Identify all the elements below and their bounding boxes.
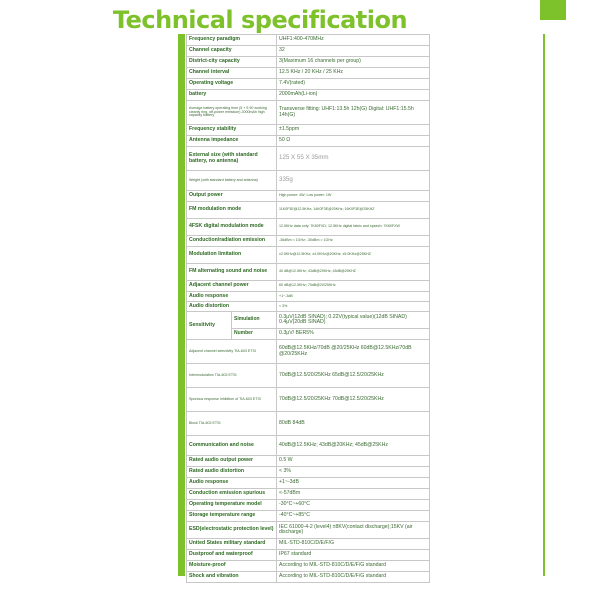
table-row [187, 511, 430, 522]
spec-label: Operating temperature model [187, 500, 277, 511]
spec-value: -30°C~+60°C [277, 500, 430, 511]
spec-value: 50 Ω [277, 136, 430, 147]
table-row [187, 191, 430, 202]
spec-label: Channel capacity [187, 46, 277, 57]
spec-value: IEC 61000-4-2 (level4) ±8KV(contact discharge);15KV (air discharge) [277, 522, 430, 539]
spec-label: Shock and vibration [187, 572, 277, 583]
spec-label: External size (with standard battery, no antenna) [187, 147, 277, 171]
table-row [187, 90, 430, 101]
spec-label: 4FSK digital modulation mode [187, 219, 277, 236]
corner-accent-bar [540, 0, 566, 20]
spec-value: < 3% [277, 302, 430, 312]
table-row [187, 136, 430, 147]
table-row [187, 202, 430, 219]
spec-value: 70dB@12.5/20/25KHz 65dB@12.5/20/25KHz [277, 364, 430, 388]
table-row [187, 572, 430, 583]
spec-value: 40dB@12.5KHz; 43dB@20KHz; 45dB@25KHz [277, 436, 430, 456]
spec-value: 60dB@12.5KHz/70dB @20/25KHz 60dB@12.5KHz/70dB @20/25KHz [277, 340, 430, 364]
spec-value: IP67 standard [277, 550, 430, 561]
table-row [187, 561, 430, 572]
table-row [187, 125, 430, 136]
spec-value: High power: 4W; Low power: 1W [277, 191, 430, 202]
spec-label: United States military standard [187, 539, 277, 550]
spec-value: <-57dBm [277, 489, 430, 500]
spec-label: Sensitivity [187, 312, 232, 340]
spec-sublabel: Simulation [232, 312, 277, 329]
spec-label: FM alternating sound and noise [187, 264, 277, 281]
spec-value: 32 [277, 46, 430, 57]
spec-value: 80dB 84dB [277, 412, 430, 436]
table-row [187, 478, 430, 489]
spec-label: Audio response [187, 292, 277, 302]
spec-value: 60 dB@12.5KHz; 70dB@20/25KHz [277, 281, 430, 292]
spec-value: ±1.5ppm [277, 125, 430, 136]
table-row [187, 147, 430, 171]
spec-value: According to MIL-STD-810C/D/E/F/G standard [277, 572, 430, 583]
table-row [187, 68, 430, 79]
spec-label: Audio response [187, 478, 277, 489]
table-row [187, 171, 430, 191]
spec-label: Rated audio output power [187, 456, 277, 467]
spec-value: 40 dB@12.5KHz; 43dB@20KHz; 45dB@25KHZ [277, 264, 430, 281]
table-row [187, 500, 430, 511]
spec-value: -36dBm < 1GHz; -30dBm > 1GHz [277, 236, 430, 247]
spec-value: 12.5 KHz / 20 KHz / 25 KHz [277, 68, 430, 79]
spec-label: Communication and noise [187, 436, 277, 456]
spec-value: 2000mAh(Li-ion) [277, 90, 430, 101]
right-accent-line [543, 34, 545, 576]
spec-table [186, 34, 430, 583]
spec-value: 11K0F3E@12.5KHz; 14K0F3E@20KHz; 16K0F3E@25KHZ [277, 202, 430, 219]
table-row [187, 340, 430, 364]
spec-value: < 3% [277, 467, 430, 478]
spec-label: FM modulation mode [187, 202, 277, 219]
spec-label: Block TIA-603 ETSI [187, 412, 277, 436]
spec-sublabel: Number [232, 329, 277, 340]
spec-label: Frequency paradigm [187, 35, 277, 46]
spec-value: 0.5 W [277, 456, 430, 467]
spec-value: 0.3μV/ BER5% [277, 329, 430, 340]
spec-value: +1~-3dB [277, 478, 430, 489]
table-row [187, 264, 430, 281]
spec-label: Weight (with standard battery and antenna) [187, 171, 277, 191]
spec-label: Conduction/radiation emission [187, 236, 277, 247]
spec-label: Moisture-proof [187, 561, 277, 572]
table-row [187, 281, 430, 292]
spec-label: Intermodulation TIA-603 ETSI [187, 364, 277, 388]
table-row [187, 35, 430, 46]
table-row [187, 79, 430, 90]
spec-label: Dustproof and waterproof [187, 550, 277, 561]
spec-label: ESD(electrostatic protection level) [187, 522, 277, 539]
table-row [187, 219, 430, 236]
spec-label: Antenna impedance [187, 136, 277, 147]
table-row [187, 489, 430, 500]
spec-value: 3(Maximum 16 channels per group) [277, 57, 430, 68]
left-accent-bar [178, 34, 185, 576]
spec-value: 0.3μV(12dB SINAD); 0.22V(typical value)(12dB SINAD) 0.4μV(20dB SINAD) [277, 312, 430, 329]
spec-label: Channel interval [187, 68, 277, 79]
spec-value: 7.4V(rated) [277, 79, 430, 90]
spec-value: Transverse fitting: UHF1:13.5h 12h(G) Digital: UHF1:15.5h 14h(G) [277, 101, 430, 125]
spec-label: Spurious response inhibition of TIA-603 ETSI [187, 388, 277, 412]
table-row [187, 456, 430, 467]
spec-value: 125 X 55 X 35mm [277, 147, 430, 171]
table-row [187, 101, 430, 125]
spec-label: Adjacent channel power [187, 281, 277, 292]
table-row [187, 550, 430, 561]
table-row [187, 292, 430, 302]
table-row [187, 302, 430, 312]
spec-label: Output power [187, 191, 277, 202]
spec-label: Frequency stability [187, 125, 277, 136]
table-row [187, 364, 430, 388]
spec-label: Operating voltage [187, 79, 277, 90]
spec-label: battery [187, 90, 277, 101]
table-row [187, 236, 430, 247]
table-row [187, 312, 430, 329]
table-row [187, 388, 430, 412]
spec-value: ±2.5KHz@12.5KHz; ±4.0KHz@20KHz; ±5.0KHz@25KHZ [277, 247, 430, 264]
spec-value: MIL-STD-810C/D/E/F/G [277, 539, 430, 550]
spec-value: UHF1:400-470MHz [277, 35, 430, 46]
page-title: Technical specification [112, 6, 408, 34]
table-row [187, 247, 430, 264]
spec-label: Audio distortion [187, 302, 277, 312]
spec-value: -40°C~+85°C [277, 511, 430, 522]
table-row [187, 46, 430, 57]
table-row [187, 539, 430, 550]
spec-label: Rated audio distortion [187, 467, 277, 478]
spec-label: Modulation limitation [187, 247, 277, 264]
spec-value: +1~-3dB [277, 292, 430, 302]
table-row [187, 467, 430, 478]
spec-label: Conduction emission spurious [187, 489, 277, 500]
table-row [187, 522, 430, 539]
spec-value: According to MIL-STD-810C/D/E/F/G standard [277, 561, 430, 572]
table-row [187, 57, 430, 68]
spec-label: District-city capacity [187, 57, 277, 68]
table-row [187, 412, 430, 436]
spec-value: 335g [277, 171, 430, 191]
spec-label: Storage temperature range [187, 511, 277, 522]
spec-value: 12.5KHz data only: 7K60FXD; 12.5KHz digital fabric and speech: 7K60FXW [277, 219, 430, 236]
spec-label: Average battery operating time (5 + 5 90 working cleanly ring, off-power emission) 2000mAh high capacity battery [187, 101, 277, 125]
spec-value: 70dB@12.5/20/25KHz 70dB@12.5/20/25KHz [277, 388, 430, 412]
spec-label: Adjacent channel selectivity TIA-603 ETSI [187, 340, 277, 364]
table-row [187, 436, 430, 456]
